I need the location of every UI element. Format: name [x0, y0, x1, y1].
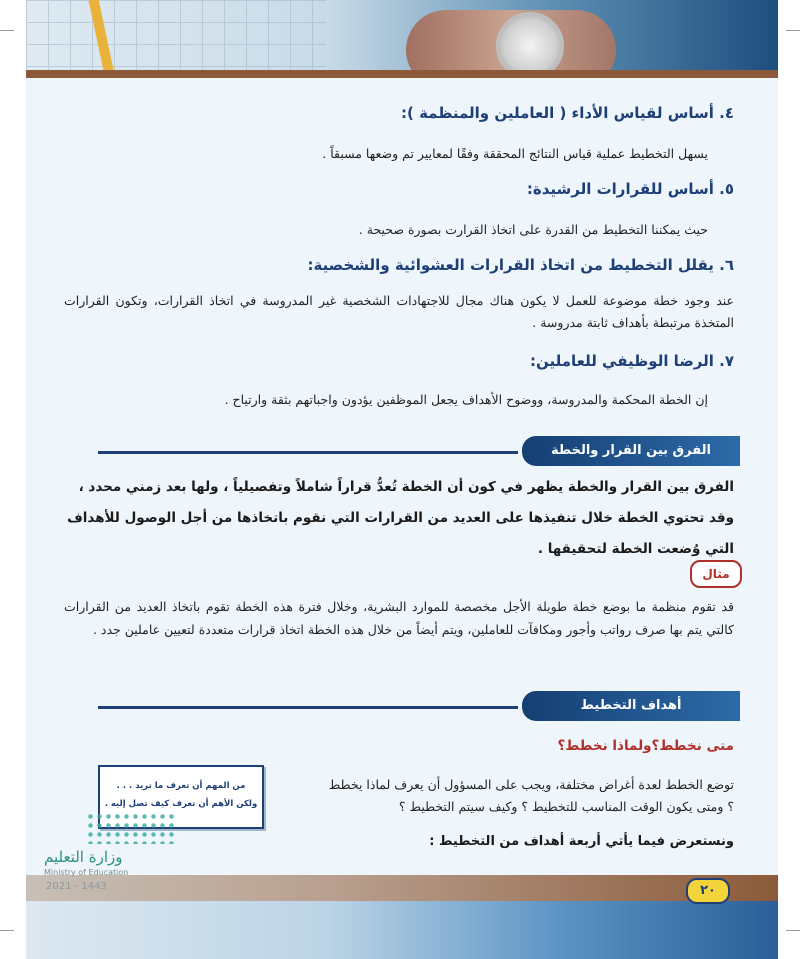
edition-year: 2021 - 1443: [46, 881, 107, 892]
section-text: يسهل التخطيط عملية قياس النتائج المحققة وفقًا لمعايير تم وضعها مسبقاً .: [322, 146, 708, 161]
textbook-page: [26, 0, 778, 959]
section-text: إن الخطة المحكمة والمدروسة، ووضوح الأهداف يجعل الموظفين يؤدون واجباتهم بثقة وارتياح .: [224, 392, 708, 407]
section-title-goals: أهداف التخطيط: [522, 691, 740, 721]
section-heading: ٦. يقلل التخطيط من اتخاذ القرارات العشوائية والشخصية:: [307, 256, 734, 274]
quote-line: من المهم أن تعرف ما تريد . . .: [116, 781, 246, 791]
goals-text: توضع الخطط لعدة أغراض مختلفة، ويجب على المسؤول أن يعرف لماذا يخطط ؟ ومتى يكون الوقت المناسب للتخطيط ؟ وكيف سيتم التخطيط ؟: [328, 777, 734, 814]
section-divider: [98, 451, 518, 454]
dot-pattern: [86, 812, 176, 844]
banner-strip: [26, 70, 778, 78]
difference-text: الفرق بين القرار والخطة يظهر في كون أن الخطة تُعدُّ قراراً شاملاً وتفصيلياً ، ولها بعد زمني محدد ، وقد تحتوي الخطة خلال تنفيذها على العديد من القرارات التي نقوم باتخاذها من أجل الوصول للأهداف التي وُضعت الخطة لتحقيقها .: [67, 479, 734, 557]
page-number: ٢٠: [686, 878, 730, 904]
crop-mark: [786, 930, 800, 931]
quote-line: ولكن الأهم أن تعرف كيف تصل إليه .: [104, 799, 258, 809]
footer-bar: [26, 875, 778, 901]
section-heading: ٥. أساس للقرارات الرشيدة:: [526, 180, 734, 198]
section-title-difference: الفرق بين القرار والخطة: [522, 436, 740, 466]
pocket-watch-illustration: [496, 12, 564, 78]
footer-image: [26, 901, 778, 959]
goals-intro: ونستعرض فيما يأتي أربعة أهداف من التخطيط :: [429, 834, 734, 849]
example-badge: مثال: [690, 560, 742, 588]
ministry-logo-en: Ministry of Education: [44, 868, 129, 877]
section-text: حيث يمكننا التخطيط من القدرة على اتخاذ القرارت بصورة صحيحة .: [358, 222, 708, 237]
crop-mark: [786, 30, 800, 31]
ministry-logo-ar: وزارة التعليم: [44, 848, 123, 866]
crop-mark: [0, 30, 14, 31]
section-heading: ٤. أساس لقياس الأداء ( العاملين والمنظمة ):: [401, 104, 734, 122]
blueprint-pattern: [26, 0, 326, 78]
crop-mark: [0, 930, 14, 931]
header-banner-image: [26, 0, 778, 78]
section-divider: [98, 706, 518, 709]
goals-subtitle: متى نخطط؟ولماذا نخطط؟: [557, 738, 734, 754]
section-text: عند وجود خطة موضوعة للعمل لا يكون هناك مجال للاجتهادات الشخصية غير المدروسة في اتخاذ القرارات، وتكون القرارات المتخذة مرتبطة بأهداف ثابتة مدروسة .: [64, 293, 734, 330]
example-text: قد تقوم منظمة ما بوضع خطة طويلة الأجل مخصصة للموارد البشرية، وخلال فترة هذه الخطة تقوم باتخاذ العديد من القرارات كالتي يتم بها صرف رواتب وأجور ومكافآت للعاملين، ويتم أيضاً من خلال هذه الخطة اتخاذ قرارات متعددة لتعيين عاملين جدد .: [64, 599, 734, 637]
section-heading: ٧. الرضا الوظيفي للعاملين:: [529, 352, 734, 370]
